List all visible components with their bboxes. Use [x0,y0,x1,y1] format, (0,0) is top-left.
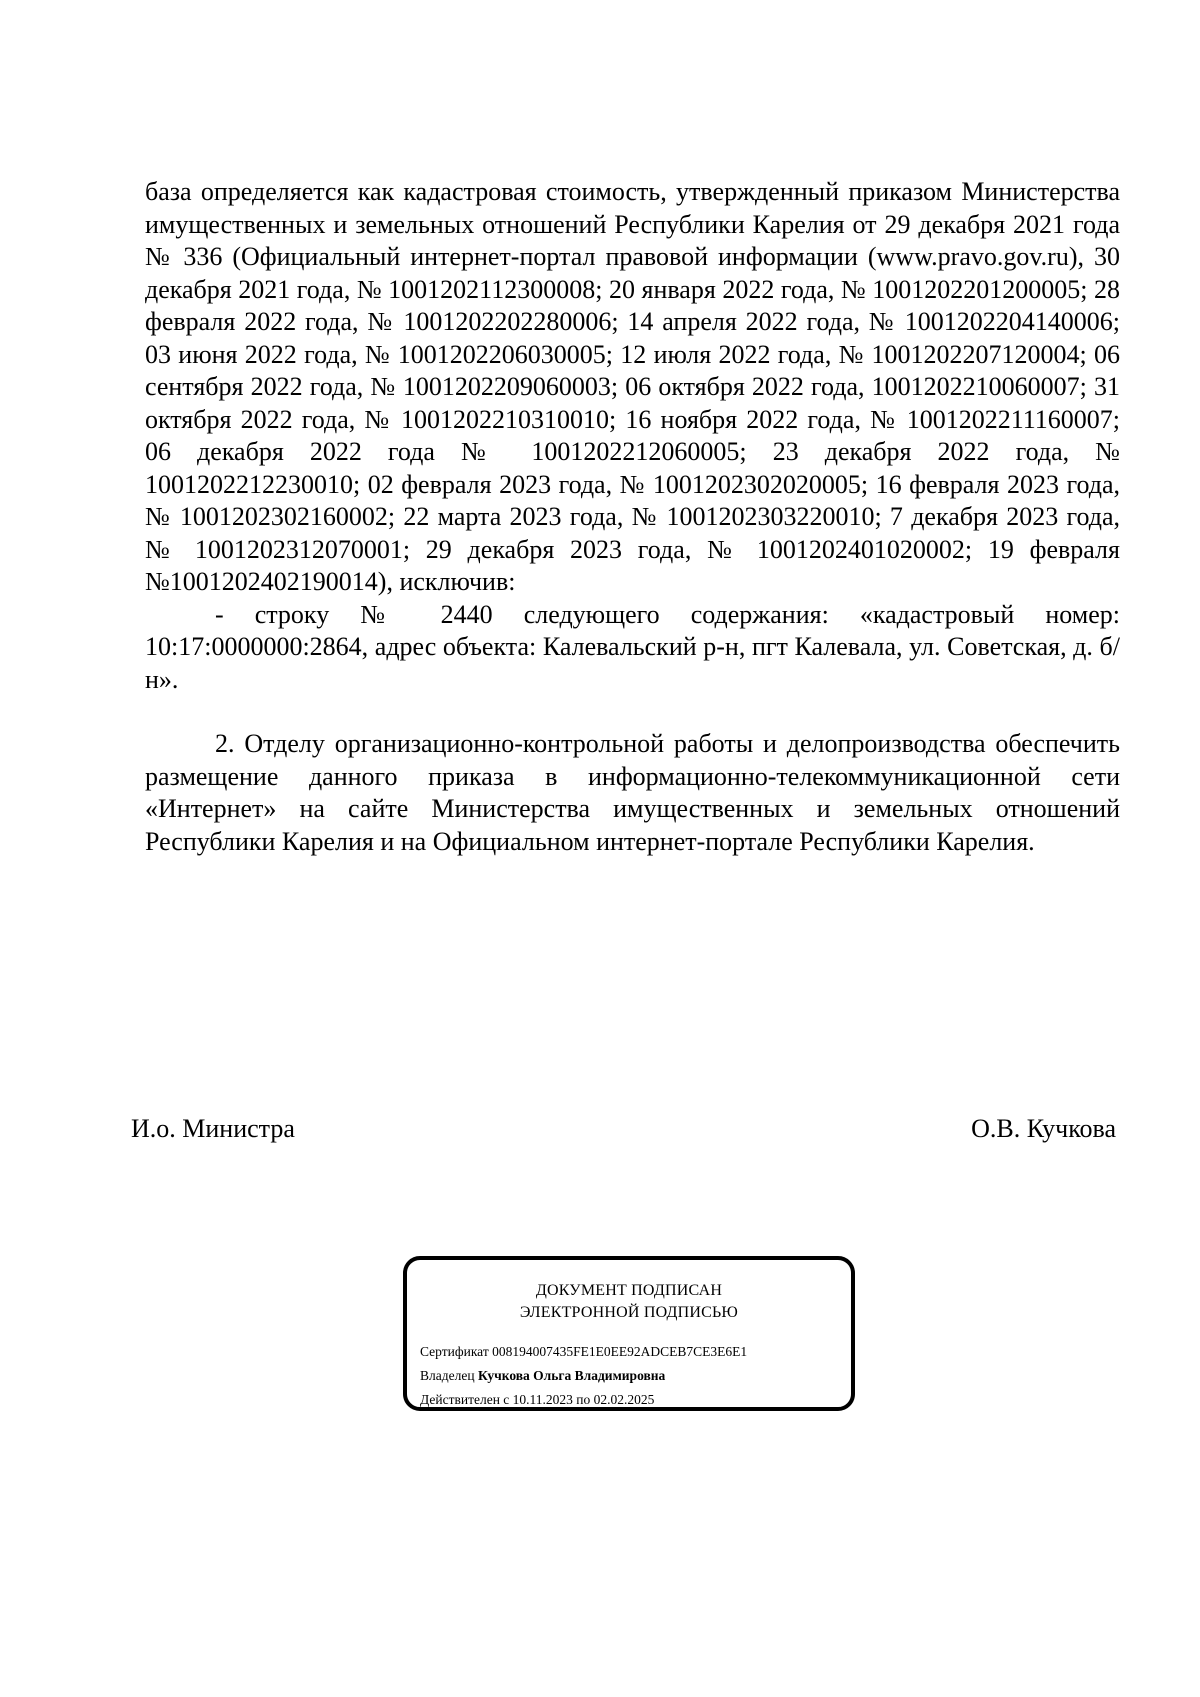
stamp-heading-line1: ДОКУМЕНТ ПОДПИСАН [535,1282,723,1299]
valid-from-date: 10.11.2023 [512,1392,573,1407]
stamp-certificate-line [420,1343,747,1361]
certificate-label: Сертификат [420,1344,489,1359]
stamp-validity-line [420,1391,654,1409]
signature-row [131,1113,1116,1147]
certificate-value: 008194007435FE1E0EE92ADCEB7CE3E6E1 [492,1344,748,1359]
owner-value: Кучкова Ольга Владимировна [477,1368,666,1383]
owner-label: Владелец [420,1368,475,1383]
paragraph-exclusion-row: - строку № 2440 следующего содержания: «кадастровый номер: 10:17:0000000:2864, адрес объекта: Калевальский р-н, пгт Калевала, ул. Советская, д. б/н». [145,599,1120,694]
valid-to-date: 02.02.2025 [593,1392,655,1407]
stamp-owner-line [420,1367,665,1385]
document-body [145,176,1120,858]
electronic-signature-stamp [403,1256,855,1411]
signatory-title: И.о. Министра [131,1114,295,1143]
signatory-name: О.В. Кучкова [971,1114,1116,1143]
paragraph-cadastral-base: база определяется как кадастровая стоимость, утвержденный приказом Министерства имущественных и земельных отношений Республики Карелия от 29 декабря 2021 года № 336 (Официальный интернет-портал правовой информации (www.pravo.gov.ru), 30 декабря 2021 года, № 1001202112300008; 20 января 2022 года, № 1001202201200005; 28 февраля 2022 года, № 1001202202280006; 14 апреля 2022 года, № 1001202204140006; 03 июня 2022 года, № 1001202206030005; 12 июля 2022 года, № 1001202207120004; 06 сентября 2022 года, № 1001202209060003; 06 октября 2022 года, 1001202210060007; 31 октября 2022 года, № 1001202210310010; 16 ноября 2022 года, № 1001202211160007; 06 декабря 2022 года № 1001202212060005; 23 декабря 2022 года, № 1001202212230010; 02 февраля 2023 года, № 1001202302020005; 16 февраля 2023 года, № 1001202302160002; 22 марта 2023 года, № 1001202303220010; 7 декабря 2023 года, № 1001202312070001; 29 декабря 2023 года, № 1001202401020002; 19 февраля №1001202402190014), исключив: [145,177,1120,596]
valid-to-label: по [576,1392,591,1407]
paragraph-publication-order: 2. Отделу организационно-контрольной работы и делопроизводства обеспечить размещение данного приказа в информационно-телекоммуникационной сети «Интернет» на сайте Министерства имущественных и земельных отношений Республики Карелия и на Официальном интернет-портале Республики Карелия. [145,729,1120,856]
paragraph-gap [145,696,1120,728]
valid-from-label: Действителен с [420,1392,510,1407]
stamp-heading-line2: ЭЛЕКТРОННОЙ ПОДПИСЬЮ [519,1304,739,1321]
